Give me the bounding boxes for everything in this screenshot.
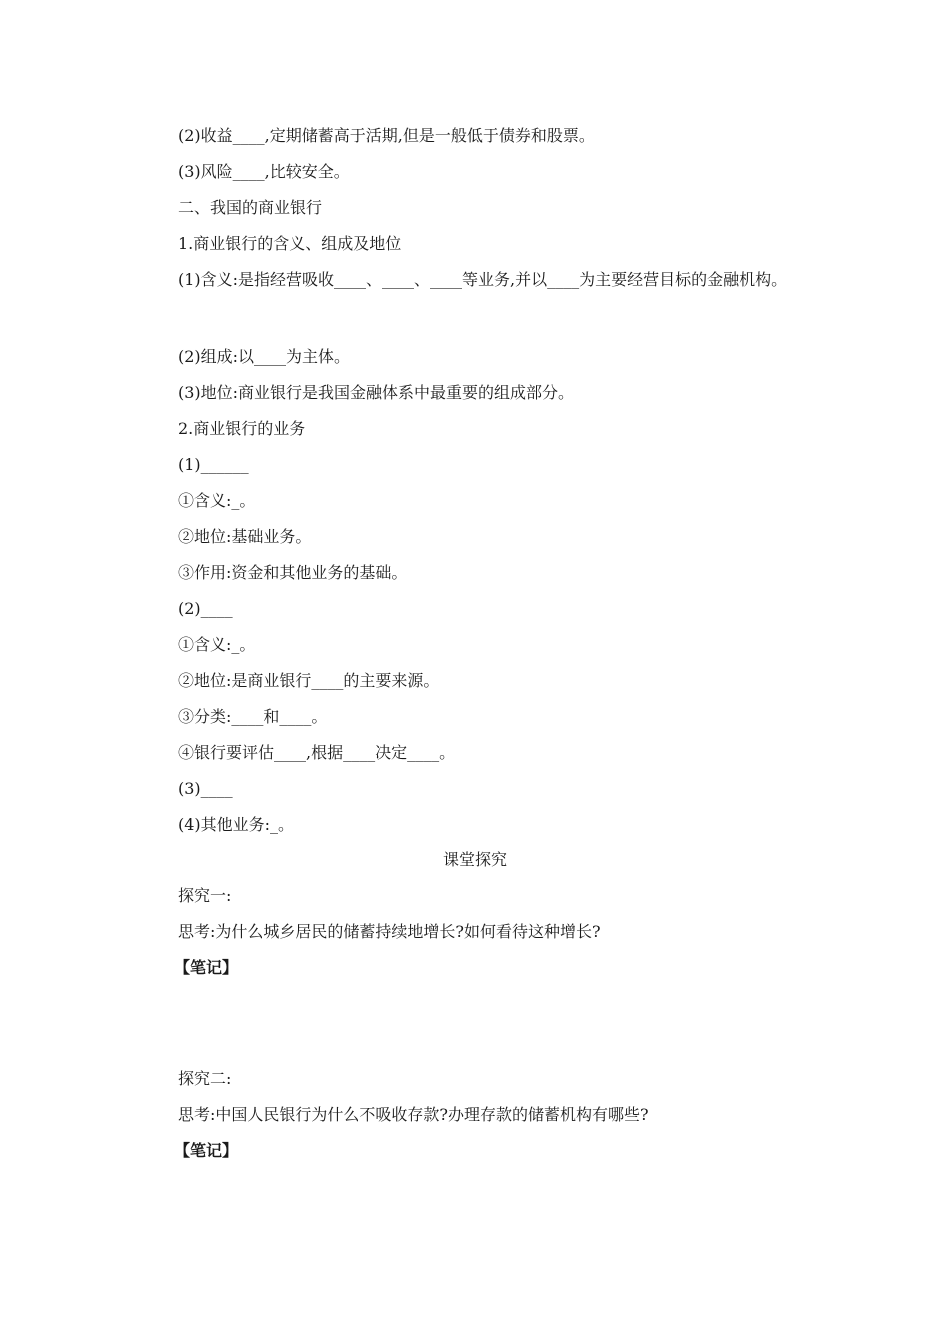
text-line: (2)组成:以____为主体。 [178, 347, 351, 366]
section-heading: 课堂探究 [442, 850, 507, 869]
inquiry-one-notes: 【笔记】 [174, 958, 239, 977]
section-title: 二、我国的商业银行 [178, 198, 323, 217]
text-line: (3)风险____,比较安全。 [178, 162, 350, 181]
text-line: ④银行要评估____,根据____决定____。 [178, 743, 456, 762]
text-line: (2)____ [178, 599, 233, 618]
inquiry-two-question: 思考:中国人民银行为什么不吸收存款?办理存款的储蓄机构有哪些? [178, 1105, 649, 1124]
text-line: (3)地位:商业银行是我国金融体系中最重要的组成部分。 [178, 383, 575, 402]
subsection-title: 2.商业银行的业务 [178, 419, 306, 438]
text-line: (3)____ [178, 779, 233, 798]
text-line: (1)含义:是指经营吸收____、____、____等业务,并以____为主要经营目标的金融机构。 [178, 270, 788, 289]
text-line: (1)______ [178, 455, 249, 474]
text-line: ①含义:_。 [178, 491, 256, 510]
text-line: ①含义:_。 [178, 635, 256, 654]
inquiry-one-question: 思考:为什么城乡居民的储蓄持续地增长?如何看待这种增长? [178, 922, 601, 941]
inquiry-two-label: 探究二: [178, 1069, 232, 1088]
text-line: (2)收益____,定期储蓄高于活期,但是一般低于债券和股票。 [178, 126, 595, 145]
text-line: ③作用:资金和其他业务的基础。 [178, 563, 408, 582]
text-line: ②地位:基础业务。 [178, 527, 312, 546]
inquiry-one-label: 探究一: [178, 886, 232, 905]
text-line: ③分类:____和____。 [178, 707, 328, 726]
inquiry-two-notes: 【笔记】 [174, 1141, 239, 1160]
subsection-title: 1.商业银行的含义、组成及地位 [178, 234, 402, 253]
text-line: ②地位:是商业银行____的主要来源。 [178, 671, 440, 690]
text-line: (4)其他业务:_。 [178, 815, 295, 834]
